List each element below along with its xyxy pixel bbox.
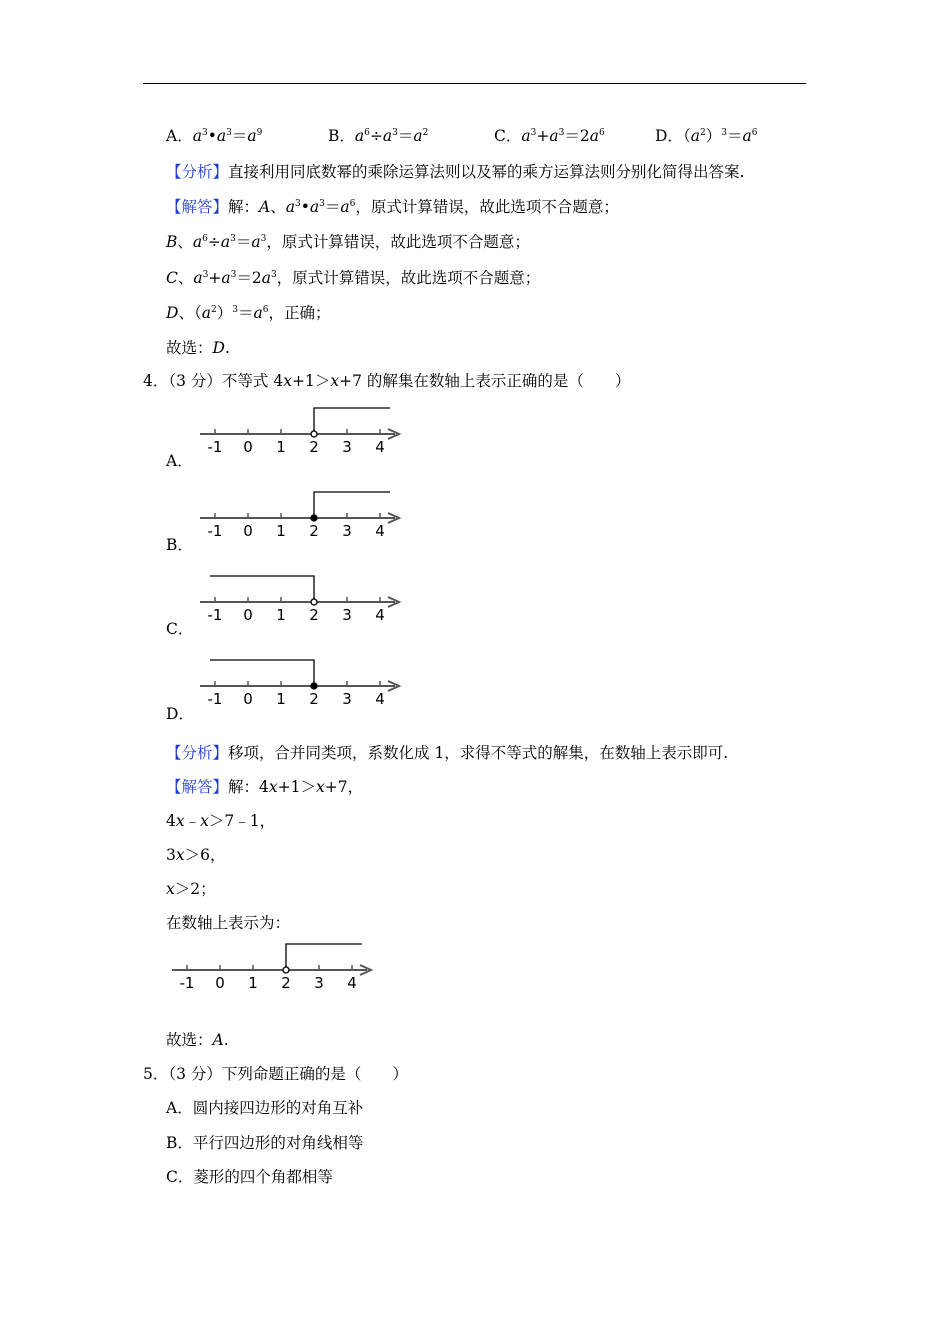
tick-label: 1	[276, 522, 286, 540]
q3-solution-d: D、$(a^2)^3=a^6$，正确；	[166, 304, 331, 322]
tick-label: 0	[215, 974, 225, 992]
q4-solution-step3: x＞2；	[166, 880, 216, 898]
tick-label: -1	[207, 438, 223, 456]
tick-label: 4	[375, 522, 385, 540]
tick-label: 3	[342, 690, 352, 708]
q4-solution-step2: 3x＞6，	[166, 846, 226, 864]
q3-option-d: D．$(a^2)^3=a^6$	[655, 127, 758, 145]
tick-label: -1	[207, 606, 223, 624]
solution-bracket	[314, 492, 390, 518]
solution-bracket	[210, 660, 314, 686]
tick-label: 2	[281, 974, 291, 992]
q4-number-line-d	[195, 656, 410, 712]
tick-label: 0	[243, 606, 253, 624]
q3-solution-a: 【解答】解：A、$a^3•a^3=a^6$，原式计算错误，故此选项不合题意；	[166, 198, 619, 216]
closed-point	[311, 515, 317, 521]
tick-label: -1	[179, 974, 195, 992]
q3-option-c: C．$a^3+a^3=2a^6$	[494, 127, 605, 145]
tick-label: 0	[243, 522, 253, 540]
tick-label: 4	[375, 438, 385, 456]
header-rule	[143, 83, 806, 84]
tick-label: 2	[309, 522, 319, 540]
tick-label: 1	[276, 438, 286, 456]
q4-number-line-b	[195, 488, 410, 544]
tick-label: 0	[243, 690, 253, 708]
q4-stem: 4．（3 分）不等式 4x+1＞x+7 的解集在数轴上表示正确的是（ ）	[143, 372, 631, 390]
tick-label: 1	[276, 606, 286, 624]
tick-label: 1	[276, 690, 286, 708]
solution-tag: 【解答】	[166, 778, 229, 796]
q5-option-a: A．圆内接四边形的对角互补	[166, 1099, 364, 1117]
tick-label: 1	[248, 974, 258, 992]
tick-label: 3	[342, 606, 352, 624]
tick-label: -1	[207, 522, 223, 540]
q5-stem: 5．（3 分）下列命题正确的是（ ）	[143, 1065, 408, 1083]
solution-bracket	[286, 944, 362, 970]
open-point	[283, 967, 289, 973]
tick-label: 4	[347, 974, 357, 992]
tick-label: 2	[309, 438, 319, 456]
q5-option-b: B．平行四边形的对角线相等	[166, 1134, 364, 1152]
q4-option-c-label: C．	[166, 620, 194, 638]
q3-analysis: 【分析】直接利用同底数幂的乘除运算法则以及幂的乘方运算法则分别化简得出答案.	[166, 163, 745, 181]
q4-option-d-label: D．	[166, 705, 194, 723]
q4-solution-number-line	[167, 940, 382, 996]
tick-label: 3	[342, 438, 352, 456]
q5-option-c: C．菱形的四个角都相等	[166, 1168, 333, 1186]
solution-bracket	[314, 408, 390, 434]
tick-label: 4	[375, 606, 385, 624]
tick-label: -1	[207, 690, 223, 708]
tick-label: 4	[375, 690, 385, 708]
analysis-tag: 【分析】	[166, 163, 229, 181]
tick-label: 3	[314, 974, 324, 992]
q3-option-b: B．$a^6\div a^3=a^2$	[328, 127, 429, 145]
open-point	[311, 431, 317, 437]
q3-option-a: A．$a^3•a^3=a^9$	[166, 127, 263, 145]
solution-bracket	[210, 576, 314, 602]
q3-solution-b: B、$a^6\div a^3=a^3$，原式计算错误，故此选项不合题意；	[166, 233, 530, 251]
q3-solution-c: C、$a^3+a^3=2a^3$，原式计算错误，故此选项不合题意；	[166, 269, 541, 287]
q4-solution-represent: 在数轴上表示为：	[166, 914, 291, 932]
q4-number-line-c	[195, 572, 410, 628]
open-point	[311, 599, 317, 605]
tick-label: 0	[243, 438, 253, 456]
q4-analysis: 【分析】移项，合并同类项，系数化成 1，求得不等式的解集，在数轴上表示即可.	[166, 744, 729, 762]
q4-answer: 故选：A.	[166, 1031, 229, 1049]
q4-option-b-label: B．	[166, 536, 193, 554]
tick-label: 2	[309, 606, 319, 624]
solution-tag: 【解答】	[166, 198, 229, 216]
q4-solution-step1: 4x﹣x＞7﹣1，	[166, 812, 276, 830]
tick-label: 3	[342, 522, 352, 540]
q4-option-a-label: A．	[166, 452, 193, 470]
q4-number-line-a	[195, 404, 410, 460]
analysis-tag: 【分析】	[166, 744, 229, 762]
q3-answer: 故选：D.	[166, 339, 230, 357]
closed-point	[311, 683, 317, 689]
q4-solution-line1: 【解答】解：4x+1＞x+7，	[166, 778, 364, 796]
tick-label: 2	[309, 690, 319, 708]
